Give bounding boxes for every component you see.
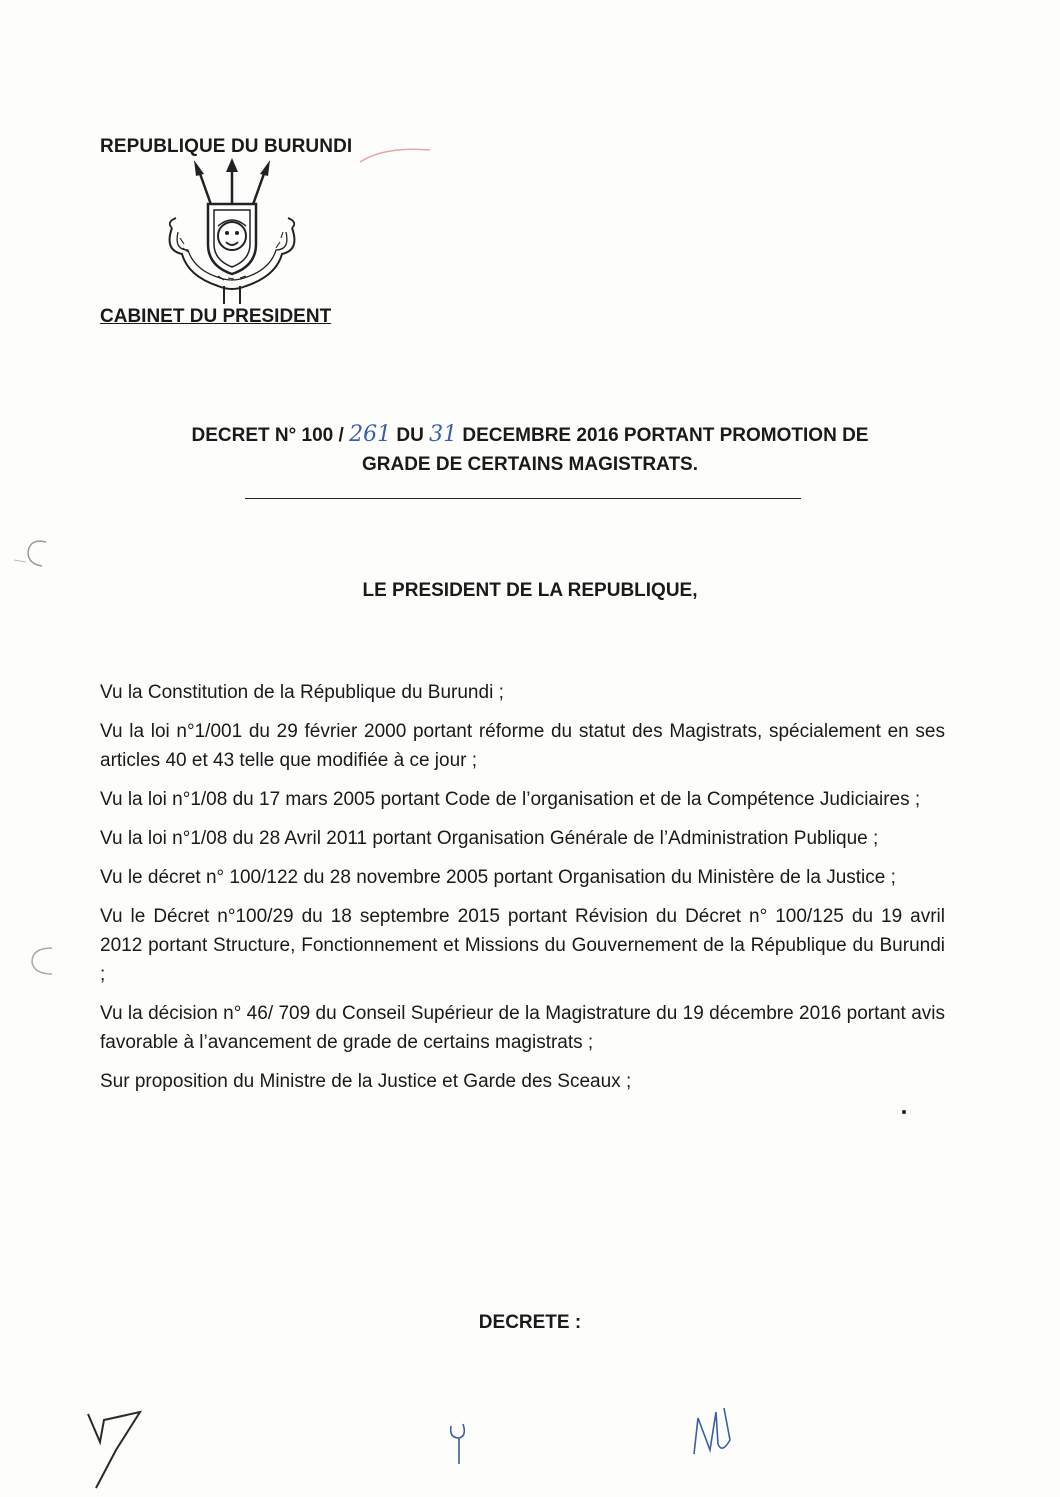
coat-of-arms-emblem <box>158 158 306 308</box>
punch-hole-mark <box>22 942 62 982</box>
decree-prefix: DECRET N° 100 / <box>191 425 344 446</box>
decree-title-line2: GRADE DE CERTAINS MAGISTRATS. <box>361 454 699 475</box>
decree-du: DU <box>396 425 424 446</box>
decree-title <box>110 420 950 479</box>
handwritten-day: 31 <box>429 422 458 447</box>
cabinet-heading: CABINET DU PRESIDENT <box>100 306 332 327</box>
pen-mark <box>355 140 435 170</box>
punch-hole-mark <box>12 532 52 572</box>
handwritten-initials-middle <box>445 1420 475 1470</box>
ink-dot <box>900 1108 908 1116</box>
considerant-item: Vu la décision n° 46/ 709 du Conseil Supérieur de la Magistrature du 19 décembre 2016 portant avis favorable à l’avancement de grade de certains magistrats ; <box>100 1003 945 1053</box>
considerants-list <box>100 678 945 1106</box>
considerant-item: Vu la loi n°1/08 du 28 Avril 2011 portant Organisation Générale de l’Administration Publique ; <box>100 828 879 849</box>
handwritten-decree-number: 261 <box>349 422 392 447</box>
considerant-item: Vu le décret n° 100/122 du 28 novembre 2005 portant Organisation du Ministère de la Justice ; <box>100 867 896 888</box>
title-underline-rule <box>245 498 801 499</box>
authority-heading: LE PRESIDENT DE LA REPUBLIQUE, <box>362 580 698 601</box>
considerant-item: Vu la loi n°1/001 du 29 février 2000 portant réforme du statut des Magistrats, spécialement en ses articles 40 et 43 telle que modifiée à ce jour ; <box>100 721 945 771</box>
considerant-item: Sur proposition du Ministre de la Justice et Garde des Sceaux ; <box>100 1071 632 1092</box>
country-heading: REPUBLIQUE DU BURUNDI <box>100 136 353 157</box>
considerant-item: Vu la loi n°1/08 du 17 mars 2005 portant Code de l’organisation et de la Compétence Judiciaires ; <box>100 789 921 810</box>
handwritten-initials-right <box>690 1404 740 1464</box>
handwritten-initials-left <box>82 1402 152 1492</box>
operative-heading: DECRETE : <box>478 1312 582 1333</box>
decree-title-line1-rest: DECEMBRE 2016 PORTANT PROMOTION DE <box>462 425 869 446</box>
considerant-item: Vu la Constitution de la République du Burundi ; <box>100 682 504 703</box>
considerant-item: Vu le Décret n°100/29 du 18 septembre 2015 portant Révision du Décret n° 100/125 du 19 avril 2012 portant Structure, Fonctionnement et Missions du Gouvernement de la République du Burundi ; <box>100 906 945 985</box>
